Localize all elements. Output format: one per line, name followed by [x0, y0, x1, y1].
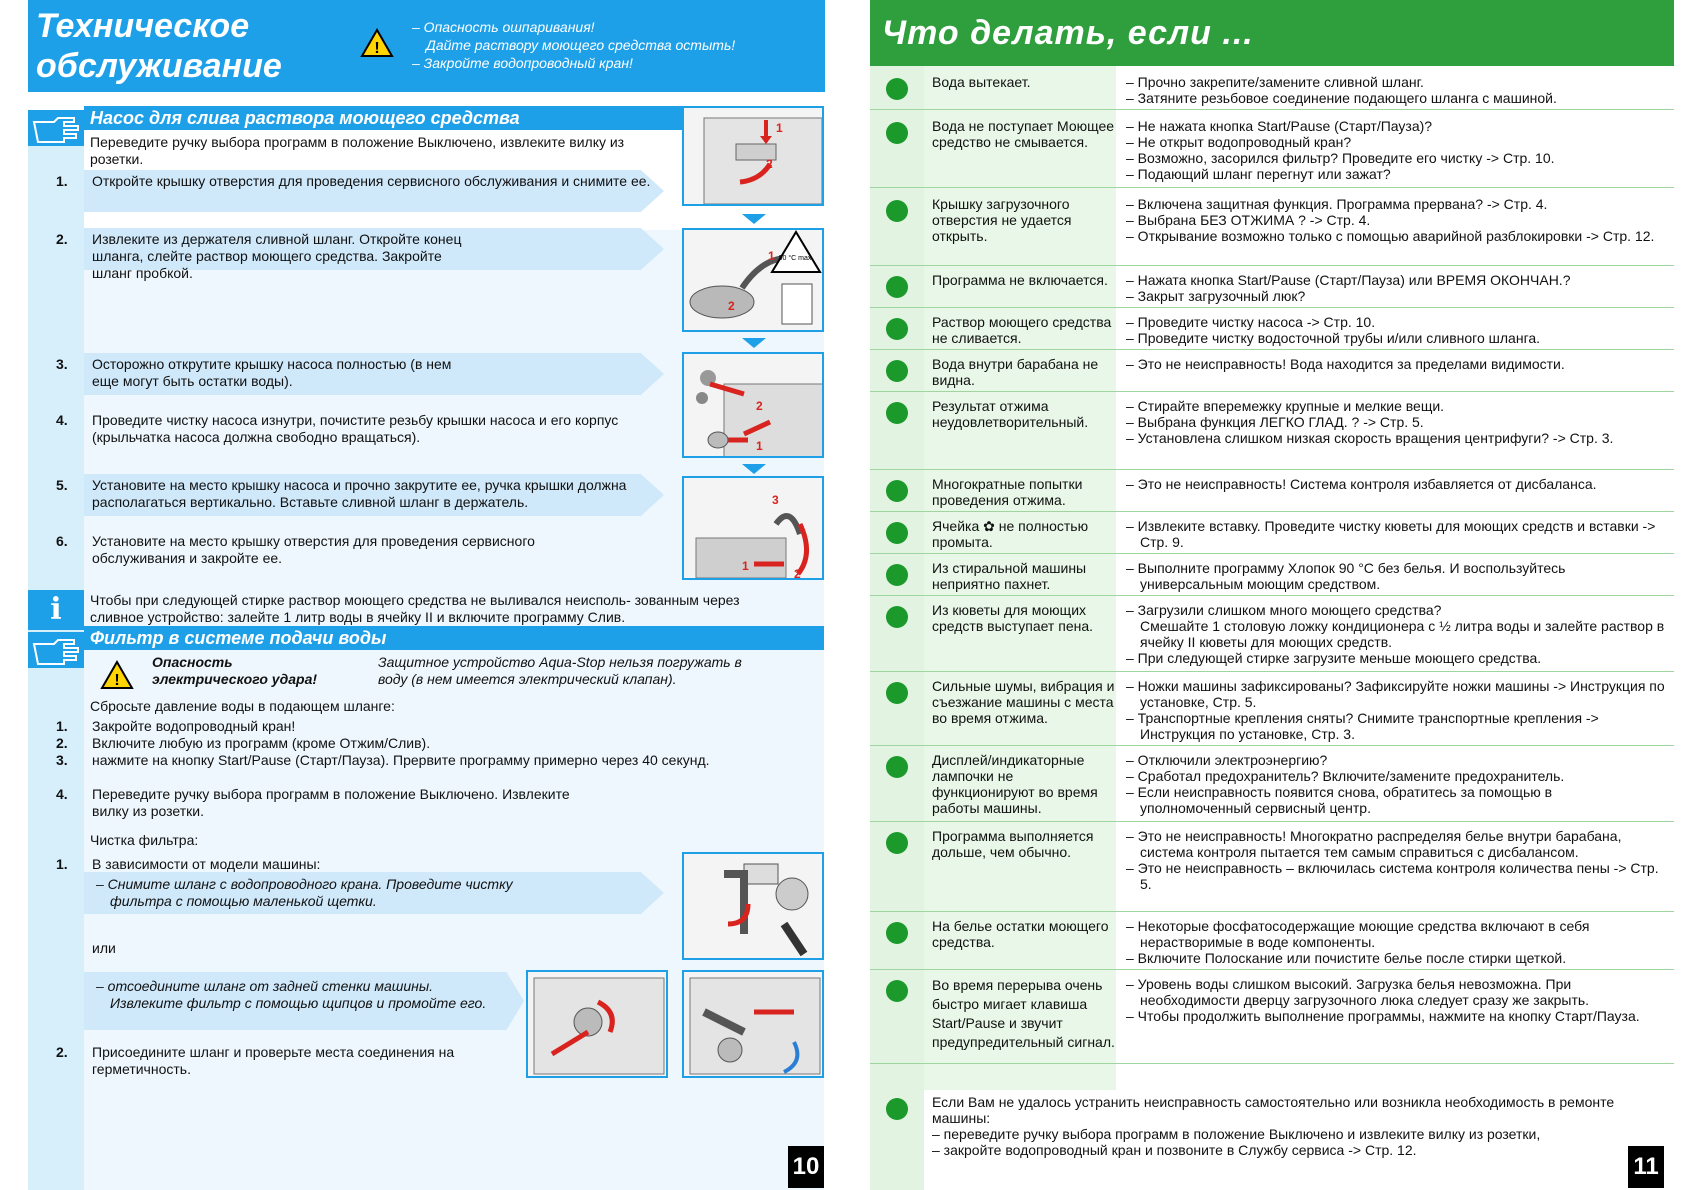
svg-text:2: 2: [794, 567, 801, 580]
bullet-icon: [886, 360, 908, 382]
step-text: Откройте крышку отверстия для проведения сервисного обслуживания и снимите ее.: [92, 173, 651, 189]
filter-option-a: – Снимите шланг с водопроводного крана. Проведите чистку фильтра с помощью маленькой щетки.: [96, 876, 513, 909]
bullet-icon: [886, 402, 908, 424]
final-line: Если Вам не удалось устранить неисправность самостоятельно или возникла необходимость в ремонте машины:: [932, 1094, 1615, 1126]
step-text: Закройте водопроводный кран!: [92, 718, 296, 734]
bullet-icon: [886, 276, 908, 298]
answer-line: – Возможно, засорился фильтр? Проведите его чистку -> Стр. 10.: [1126, 150, 1555, 166]
step-number: 1.: [56, 856, 68, 872]
answer-line: – Затяните резьбовое соединение подающего шланга с машиной.: [1126, 90, 1557, 106]
answer-line: – Это не неисправность – включилась система контроля количества пены -> Стр. 5.: [1126, 860, 1659, 892]
warning-line: – Опасность ошпаривания!: [412, 19, 595, 35]
step-text: Установите на место крышку отверстия для проведения сервисного обслуживания и закройте ее.: [92, 533, 535, 566]
answer-line: – Некоторые фосфатосодержащие моющие средства включают в себя нерастворимые в воде компоненты.: [1126, 918, 1590, 950]
answer-line: – При следующей стирке загрузите меньше моющего средства.: [1126, 650, 1542, 666]
bullet-icon: [886, 606, 908, 628]
step-text: Проведите чистку насоса изнутри, почистите резьбу крышки насоса и его корпус (крыльчатка насоса должна свободно вращаться).: [92, 412, 619, 445]
step-text: В зависимости от модели машины:: [92, 856, 321, 872]
step-text: нажмите на кнопку Start/Pause (Старт/Пауза). Прервите программу примерно через 40 секунд.: [92, 752, 710, 768]
step-text: Присоедините шланг и проверьте места соединения на герметичность.: [92, 1044, 455, 1077]
table-row: [870, 110, 1674, 188]
row-question: Из стиральной машины неприятно пахнет.: [932, 560, 1087, 592]
answer-line: – Нажата кнопка Start/Pause (Старт/Пауза) или ВРЕМЯ ОКОНЧАН.?: [1126, 272, 1571, 288]
bullet-icon: [886, 1098, 908, 1120]
page-number-right: 11: [1628, 1146, 1664, 1188]
answer-line: – Это не неисправность! Вода находится за пределами видимости.: [1126, 356, 1565, 372]
table-row: [870, 470, 1674, 512]
svg-text:1: 1: [742, 559, 749, 573]
table-row: [870, 672, 1674, 746]
answer-line: – Установлена слишком низкая скорость вращения центрифуги? -> Стр. 3.: [1126, 430, 1614, 446]
answer-line: – Стирайте вперемежку крупные и мелкие вещи.: [1126, 398, 1445, 414]
row-question: Программа выполняется дольше, чем обычно.: [932, 828, 1094, 860]
row-question: Сильные шумы, вибрация и съезжание машины с места во время отжима.: [932, 678, 1115, 726]
danger-title: Опасность электрического удара!: [152, 654, 318, 687]
row-answers: [1126, 118, 1666, 182]
svg-text:3: 3: [772, 493, 779, 507]
row-question: Многократные попытки проведения отжима.: [932, 476, 1083, 508]
info-icon: i: [28, 590, 84, 630]
answer-line: – Закрыт загрузочный люк?: [1126, 288, 1306, 304]
answer-line: – Транспортные крепления сняты? Снимите транспортные крепления -> Инструкция по установке, Стр. 3.: [1126, 710, 1599, 742]
row-answers: [1126, 828, 1666, 892]
table-row: [870, 512, 1674, 554]
svg-text:1: 1: [776, 121, 783, 135]
row-question: Крышку загрузочного отверстия не удается открыть.: [932, 196, 1072, 244]
row-answers: [1126, 602, 1666, 666]
svg-text:2: 2: [728, 299, 735, 313]
section-title-filter: Фильтр в системе подачи воды: [84, 626, 824, 650]
table-row: [870, 554, 1674, 596]
answer-line: – Не нажата кнопка Start/Pause (Старт/Пауза)?: [1126, 118, 1433, 134]
warning-line: – Закройте водопроводный кран!: [412, 55, 633, 71]
svg-text:1: 1: [756, 439, 763, 453]
row-answers: [1126, 398, 1666, 446]
illustration-pump-refit: [682, 476, 824, 580]
answer-line: – Выполните программу Хлопок 90 °C без белья. И воспользуйтесь универсальным моющим средством.: [1126, 560, 1566, 592]
row-question: Результат отжима неудовлетворительный.: [932, 398, 1089, 430]
table-row: [870, 308, 1674, 350]
row-answers: [1126, 74, 1666, 106]
down-arrow-icon: [742, 338, 766, 348]
step-number: 3.: [56, 356, 68, 372]
svg-text:!: !: [374, 40, 380, 57]
answer-line: – Загрузили слишком много моющего средства?: [1126, 602, 1442, 618]
row-answers: [1126, 918, 1666, 966]
danger-text: Защитное устройство Aqua-Stop нельзя погружать в воду (в нем имеется электрический клапан).: [378, 654, 742, 687]
header-warning-text: [412, 18, 735, 72]
final-note: [932, 1094, 1632, 1158]
answer-line: – Выбрана функция ЛЕГКО ГЛАД. ? -> Стр. 5.: [1126, 414, 1424, 430]
answer-line: – Проведите чистку насоса -> Стр. 10.: [1126, 314, 1376, 330]
step-text: Осторожно открутите крышку насоса полностью (в нем еще могут быть остатки воды).: [92, 356, 452, 389]
section-title-pump: Насос для слива раствора моющего средства: [84, 106, 682, 130]
answer-line: – Это не неисправность! Многократно распределяя белье внутри барабана, система контроля пытается тем самым справиться с дисбалансом.: [1126, 828, 1622, 860]
answer-line: – Сработал предохранитель? Включите/замените предохранитель.: [1126, 768, 1565, 784]
warning-icon: [360, 28, 394, 58]
row-question: Во время перерыва очень быстро мигает клавиша Start/Pause и звучит предупредительный сигнал.: [932, 977, 1115, 1050]
down-arrow-icon: [742, 214, 766, 224]
row-answers: [1126, 196, 1666, 244]
bullet-icon: [886, 756, 908, 778]
illustration-pliers-filter: [682, 970, 824, 1078]
row-question: Вода не поступает Моющее средство не смывается.: [932, 118, 1115, 150]
answer-line: – Не открыт водопроводный кран?: [1126, 134, 1352, 150]
title-line-2: обслуживание: [36, 47, 282, 85]
row-answers: [1126, 272, 1666, 304]
svg-text:1: 1: [768, 249, 775, 263]
step-number: 5.: [56, 477, 68, 493]
step-number: 2.: [56, 735, 68, 751]
warning-line: Дайте раствору моющего средства остыть!: [426, 37, 736, 53]
svg-text:2: 2: [756, 399, 763, 413]
row-question: Программа не включается.: [932, 272, 1108, 288]
hand-pointer-icon: [28, 110, 84, 146]
step-number: 4.: [56, 412, 68, 428]
table-row: [870, 746, 1674, 822]
step-number: 2.: [56, 1044, 68, 1060]
step-text: Извлеките из держателя сливной шланг. Откройте конец шланга, слейте раствор моющего средства. Закройте шланг пробкой.: [92, 231, 462, 281]
clean-title: Чистка фильтра:: [90, 832, 199, 848]
step-text: Включите любую из программ (кроме Отжим/Слив).: [92, 735, 431, 751]
answer-line: – Проведите чистку водосточной трубы и/или сливного шланга.: [1126, 330, 1541, 346]
left-page: [0, 0, 830, 1190]
answer-line: – Прочно закрепите/замените сливной шланг.: [1126, 74, 1424, 90]
step-number: 2.: [56, 231, 68, 247]
row-question: Ячейка ✿ не полностью промыта.: [932, 518, 1089, 550]
answer-line: – Выбрана БЕЗ ОТЖИМА ? -> Стр. 4.: [1126, 212, 1371, 228]
table-row: [870, 350, 1674, 392]
answer-line: Смешайте 1 столовую ложку кондиционера с ½ литра воды и залейте раствор в ячейку II кюветы для моющих средств.: [1140, 618, 1665, 650]
row-question: Раствор моющего средства не сливается.: [932, 314, 1112, 346]
row-answers: [1126, 314, 1666, 346]
row-question: Дисплей/индикаторные лампочки не функционируют во время работы машины.: [932, 752, 1098, 816]
final-line: – переведите ручку выбора программ в положение Выключено и извлеките вилку из розетки,: [932, 1126, 1541, 1142]
answer-line: – Отключили электроэнергию?: [1126, 752, 1328, 768]
bullet-icon: [886, 832, 908, 854]
hand-pointer-icon: [28, 632, 84, 668]
pump-intro: Переведите ручку выбора программ в положение Выключено, извлеките вилку из розетки.: [90, 134, 625, 167]
step-text: Установите на место крышку насоса и прочно закрутите ее, ручка крышки должна располагаться вертикально. Вставьте сливной шланг в держатель.: [92, 477, 627, 510]
filter-option-b: – отсоедините шланг от задней стенки машины. Извлеките фильтр с помощью щипцов и промойте его.: [96, 978, 487, 1011]
table-row: [870, 912, 1674, 970]
row-answers: [1126, 678, 1666, 742]
right-page: [870, 0, 1684, 1190]
bullet-icon: [886, 78, 908, 100]
left-page-title: [36, 6, 282, 86]
answer-line: – Если неисправность появится снова, обратитесь за помощью в уполномоченный сервисный центр.: [1126, 784, 1553, 816]
title-line-1: Техническое: [36, 7, 250, 45]
answer-line: – Это не неисправность! Система контроля избавляется от дисбаланса.: [1126, 476, 1597, 492]
table-row: [870, 596, 1674, 672]
row-question: Из кюветы для моющих средств выступает пена.: [932, 602, 1094, 634]
bullet-icon: [886, 122, 908, 144]
row-answers: [1126, 356, 1666, 372]
illustration-machine-filter: [526, 970, 668, 1078]
page-number-left: 10: [788, 1146, 824, 1188]
temperature-label: 90 °C max.: [778, 255, 814, 262]
bullet-icon: [886, 564, 908, 586]
row-answers: [1126, 752, 1666, 816]
bullet-icon: [886, 980, 908, 1002]
table-row: [870, 66, 1674, 110]
svg-text:2: 2: [766, 157, 773, 171]
info-text: Чтобы при следующей стирке раствор моющего средства не выливался неисполь- зованным через сливное устройство: залейте 1 литр воды в ячейку II и включите программу Слив.: [90, 592, 740, 625]
table-row: [870, 266, 1674, 308]
bullet-icon: [886, 480, 908, 502]
table-row: [870, 970, 1674, 1064]
row-answers: [1126, 976, 1666, 1024]
answer-line: – Открывание возможно только с помощью аварийной разблокировки -> Стр. 12.: [1126, 228, 1655, 244]
step-number: 1.: [56, 173, 68, 189]
bullet-icon: [886, 318, 908, 340]
step-number: 3.: [56, 752, 68, 768]
table-row: [870, 188, 1674, 266]
row-question: Вода вытекает.: [932, 74, 1031, 90]
warning-icon: [100, 660, 134, 690]
or-text: или: [92, 940, 116, 956]
final-line: – закройте водопроводный кран и позвоните в Службу сервиса -> Стр. 12.: [932, 1142, 1417, 1158]
bullet-icon: [886, 522, 908, 544]
step-number: 4.: [56, 786, 68, 802]
right-page-title: Что делать, если ...: [882, 14, 1254, 52]
bullet-icon: [886, 922, 908, 944]
row-question: На белье остатки моющего средства.: [932, 918, 1109, 950]
svg-text:!: !: [114, 672, 120, 689]
step-number: 6.: [56, 533, 68, 549]
table-row: [870, 392, 1674, 470]
answer-line: – Извлеките вставку. Проведите чистку кюветы для моющих средств и вставки -> Стр. 9.: [1126, 518, 1656, 550]
illustration-service-cover: [682, 106, 824, 206]
row-question: Вода внутри барабана не видна.: [932, 356, 1099, 388]
answer-line: – Чтобы продолжить выполнение программы, нажмите на кнопку Старт/Пауза.: [1126, 1008, 1640, 1024]
bullet-icon: [886, 200, 908, 222]
step-text: Переведите ручку выбора программ в положение Выключено. Извлеките вилку из розетки.: [92, 786, 570, 819]
answer-line: – Уровень воды слишком высокий. Загрузка белья невозможна. При необходимости дверцу загрузочного люка следует сразу же закрыть.: [1126, 976, 1590, 1008]
row-answers: [1126, 476, 1666, 492]
bullet-icon: [886, 682, 908, 704]
row-answers: [1126, 560, 1666, 592]
answer-line: – Ножки машины зафиксированы? Зафиксируйте ножки машины -> Инструкция по установке, Стр. 5.: [1126, 678, 1665, 710]
reset-title: Сбросьте давление воды в подающем шланге:: [90, 698, 395, 714]
step-number: 1.: [56, 718, 68, 734]
illustration-pump-cover: [682, 352, 824, 458]
answer-line: – Включите Полоскание или почистите белье после стирки щеткой.: [1126, 950, 1567, 966]
row-answers: [1126, 518, 1666, 550]
answer-line: – Подающий шланг перегнут или зажат?: [1126, 166, 1391, 182]
illustration-tap-filter: [682, 852, 824, 960]
table-row: [870, 822, 1674, 912]
down-arrow-icon: [742, 464, 766, 474]
illustration-drain-hose: [682, 228, 824, 332]
answer-line: – Включена защитная функция. Программа прервана? -> Стр. 4.: [1126, 196, 1548, 212]
